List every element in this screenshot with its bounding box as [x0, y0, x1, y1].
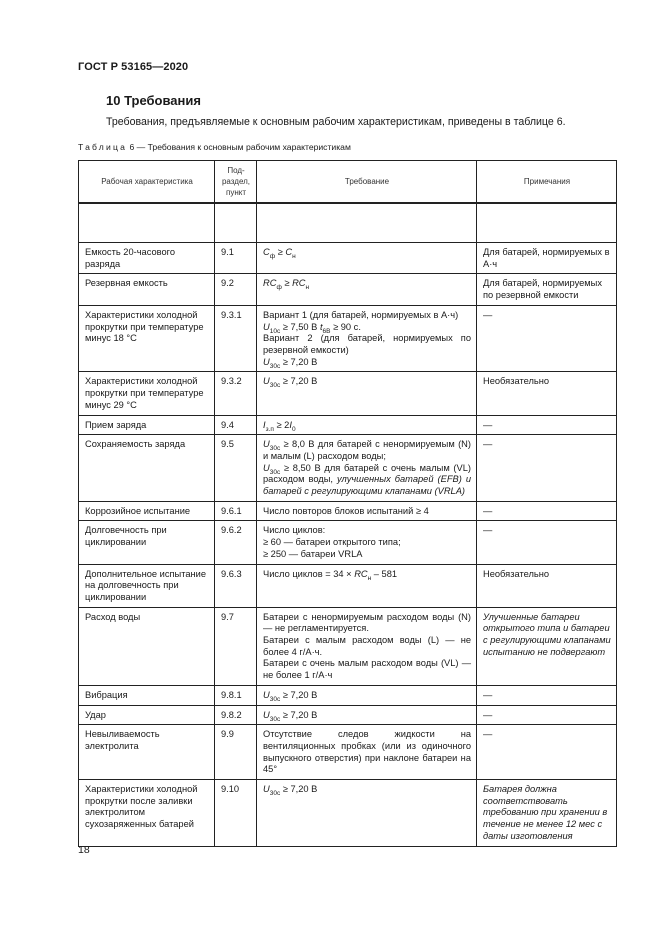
- cell-note: Улучшенные батареи открытого типа и батареи с регулирующими клапанами испытанию не подвергают: [477, 607, 617, 685]
- cell-characteristic: Резервная емкость: [79, 274, 215, 305]
- requirement-line: ≥ 60 — батареи открытого типа;: [263, 537, 401, 548]
- cell-note: —: [477, 415, 617, 435]
- cell-requirement: [257, 705, 477, 725]
- table-row: [79, 372, 617, 415]
- table-row: [79, 780, 617, 847]
- cell-clause: 9.2: [215, 274, 257, 305]
- cell-clause: 9.10: [215, 780, 257, 847]
- requirement-line: ≥ 250 — батареи VRLA: [263, 548, 363, 559]
- table-row: [79, 435, 617, 502]
- cell-note: —: [477, 435, 617, 502]
- table-header-row: [79, 161, 617, 203]
- table-row: [79, 564, 617, 607]
- table-row: [79, 243, 617, 274]
- requirement-line: Батареи с очень малым расходом воды (VL) — не более 1 г/А·ч: [263, 658, 471, 681]
- table-row: [79, 685, 617, 705]
- requirement-line: $U_{30с} \ge 7,20$ В: [263, 376, 318, 390]
- cell-note: Необязательно: [477, 372, 617, 415]
- cell-requirement: [257, 372, 477, 415]
- cell-characteristic: Коррозийное испытание: [79, 501, 215, 521]
- cell-note: Батарея должна соответствовать требованию при хранении в течение не менее 12 мес с даты изготовления: [477, 780, 617, 847]
- table-row: [79, 521, 617, 564]
- cell-clause: 9.8.1: [215, 685, 257, 705]
- cell-requirement: [257, 564, 477, 607]
- table-row: [79, 705, 617, 725]
- page-number: 18: [78, 844, 90, 856]
- requirement-line: $U_{30с} \ge 7,20$ В: [263, 689, 318, 703]
- cell-characteristic: Дополнительное испытание на долговечность при циклировании: [79, 564, 215, 607]
- requirement-line: Батареи с ненормируемым расходом воды (N) — не регламентируется.: [263, 611, 471, 634]
- cell-characteristic: Характеристики холодной прокрутки при температуре минус 29 °С: [79, 372, 215, 415]
- requirement-line: $I_{з.п} \ge 2I_0$: [263, 419, 296, 433]
- table-row: [79, 607, 617, 685]
- document-header: ГОСТ Р 53165—2020: [78, 61, 189, 73]
- table-row: [79, 305, 617, 372]
- cell-note: —: [477, 705, 617, 725]
- cell-requirement: [257, 780, 477, 847]
- cell-note: —: [477, 521, 617, 564]
- cell-clause: 9.3.2: [215, 372, 257, 415]
- cell-clause: 9.6.1: [215, 501, 257, 521]
- cell-note: —: [477, 685, 617, 705]
- cell-clause: 9.5: [215, 435, 257, 502]
- cell-characteristic: Долговечность при циклировании: [79, 521, 215, 564]
- header-divider: [79, 203, 617, 243]
- cell-note: —: [477, 305, 617, 372]
- cell-requirement: [257, 435, 477, 502]
- cell-note: —: [477, 725, 617, 780]
- cell-requirement: [257, 685, 477, 705]
- cell-characteristic: Удар: [79, 705, 215, 725]
- header-clause: Под- раздел, пункт: [215, 161, 257, 203]
- table-row: [79, 415, 617, 435]
- section-title: 10 Требования: [106, 93, 201, 108]
- table-row: [79, 725, 617, 780]
- requirement-line: $C_ф \ge C_н$: [263, 247, 296, 260]
- cell-requirement: [257, 305, 477, 372]
- cell-characteristic: Характеристики холодной прокрутки после заливки электролитом сухозаряженных батарей: [79, 780, 215, 847]
- table-body: [79, 243, 617, 847]
- cell-requirement: [257, 607, 477, 685]
- cell-clause: 9.3.1: [215, 305, 257, 372]
- requirement-line: $RC_ф \ge RC_н$: [263, 278, 310, 292]
- cell-requirement: [257, 521, 477, 564]
- cell-requirement: [257, 725, 477, 780]
- header-requirement: Требование: [257, 161, 477, 203]
- cell-note: Для батарей, нормируемых по резервной емкости: [477, 274, 617, 305]
- cell-requirement: [257, 274, 477, 305]
- header-characteristic: Рабочая характеристика: [79, 161, 215, 203]
- cell-note: —: [477, 501, 617, 521]
- table-row: [79, 274, 617, 305]
- table-caption-prefix: Таблица: [78, 142, 128, 152]
- cell-clause: 9.9: [215, 725, 257, 780]
- table-caption-text: 6 — Требования к основным рабочим характеристикам: [127, 142, 351, 152]
- cell-note: Для батарей, нормируемых в А·ч: [477, 243, 617, 274]
- cell-characteristic: Сохраняемость заряда: [79, 435, 215, 502]
- cell-requirement: [257, 501, 477, 521]
- cell-characteristic: Расход воды: [79, 607, 215, 685]
- cell-requirement: [257, 415, 477, 435]
- requirement-line: Число циклов:: [263, 525, 326, 536]
- requirement-line: $U_{30с} \ge 7,20$ В: [263, 784, 318, 797]
- table-caption: [78, 142, 351, 152]
- requirement-line: Вариант 2 (для батарей, нормируемых по резервной емкости): [263, 333, 471, 355]
- cell-clause: 9.7: [215, 607, 257, 685]
- requirements-table: [78, 160, 617, 847]
- requirement-line: Отсутствие следов жидкости на вентиляционных пробках (или из одиночного выпускного отверстия) при наклоне батареи на 45°: [263, 729, 471, 775]
- requirement-line: Число повторов блоков испытаний ≥ 4: [263, 505, 429, 516]
- table-row: [79, 501, 617, 521]
- requirement-line: Число циклов = $34 \times RC_н - 581$: [263, 568, 398, 582]
- cell-clause: 9.6.3: [215, 564, 257, 607]
- requirement-line: $U_{30с} \ge 7,20$ В: [263, 709, 318, 723]
- cell-characteristic: Характеристики холодной прокрутки при температуре минус 18 °С: [79, 305, 215, 372]
- requirement-line: $U_{30с} \ge 7,20$ В: [263, 356, 318, 370]
- cell-characteristic: Емкость 20-часового разряда: [79, 243, 215, 274]
- cell-requirement: [257, 243, 477, 274]
- requirement-line: $U_{30с} \ge 8,0$ В для батарей с ненормируемым (N) и малым (L) расходом воды;: [263, 439, 471, 461]
- requirement-line: Батареи с малым расходом воды (L) — не более 4 г/А·ч.: [263, 635, 471, 657]
- cell-clause: 9.4: [215, 415, 257, 435]
- cell-clause: 9.1: [215, 243, 257, 274]
- requirement-line: Вариант 1 (для батарей, нормируемых в А·ч): [263, 309, 459, 320]
- requirement-line: $U_{30с} \ge 8,50$ В для батарей с очень малым (VL) расходом воды, улучшенных батарей (EFB) и батарей с регулирующими клапанами (VRLA): [263, 462, 471, 497]
- header-note: Примечания: [477, 161, 617, 203]
- requirement-line: $U_{10с} \ge 7,50$ В $t_{6В} \ge 90$ с.: [263, 321, 361, 335]
- cell-note: Необязательно: [477, 564, 617, 607]
- intro-paragraph: Требования, предъявляемые к основным рабочим характеристикам, приведены в таблице 6.: [106, 116, 566, 128]
- cell-clause: 9.8.2: [215, 705, 257, 725]
- cell-characteristic: Прием заряда: [79, 415, 215, 435]
- cell-characteristic: Вибрация: [79, 685, 215, 705]
- cell-characteristic: Невыливаемость электролита: [79, 725, 215, 780]
- cell-clause: 9.6.2: [215, 521, 257, 564]
